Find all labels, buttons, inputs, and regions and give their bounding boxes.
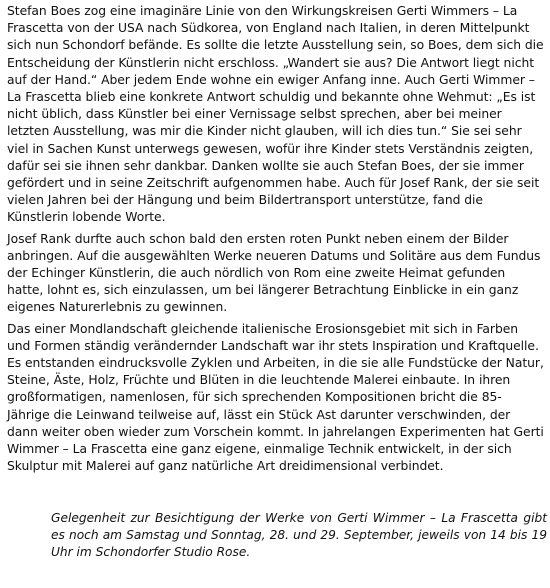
paragraph-1: Stefan Boes zog eine imaginäre Linie von den Wirkungskreisen Gerti Wimmers – La Frascetta von der USA nach Südkorea, von England nach Italien, in deren Mittelpunkt sich nun Schondorf befände. Es sollte die letzte Ausstellung sein, so Boes, dem sich die Entscheidung der Künstlerin nicht erschloss. „Wandert sie aus? Die Antwort liegt nicht auf der Hand.“ Aber jedem Ende wohne ein ewiger Anfang inne. Auch Gerti Wimmer – La Frascetta blieb eine konkrete Antwort schuldig und bekannte ohne Wehmut: „Es ist nicht üblich, dass Künstler bei einer Vernissage selbst sprechen, aber bei meiner letzten Ausstellung, was mir die Kinder nicht glauben, will ich dies tun.“ Sie sei sehr viel in Sachen Kunst unterwegs gewesen, wofür ihre Kinder stets Verständnis zeigten, dafür sei sie ihnen sehr dankbar. Danken wollte sie auch Stefan Boes, der sie immer gefördert und in seine Zeitschrift aufgenommen habe. Auch für Josef Rank, der sie seit vielen Jahren bei der Hängung und beim Bildertransport unterstütze, fand die Künstlerin lobende Worte.	[7, 4, 544, 225]
paragraph-3: Das einer Mondlandschaft gleichende italienische Erosionsgebiet mit sich in Farben und Formen ständig verändernder Landschaft war ihr stets Inspiration und Kraftquelle. Es entstanden eindrucksvolle Zyklen und Arbeiten, in die sie alle Fundstücke der Natur, Steine, Äste, Holz, Früchte und Blüten in die leuchtende Malerei einbaute. In ihren großformatigen, namenlosen, für sich sprechenden Kompositionen bricht die 85-Jährige die Leinwand teilweise auf, lässt ein Stück Ast darunter verschwinden, der dann weiter oben wieder zum Vorschein kommt. In jahrelangen Experimenten hat Gerti Wimmer – La Frascetta eine ganz eigene, einmalige Technik entwickelt, in der sich Skulptur mit Malerei auf ganz natürliche Art dreidimensional verbindet.	[7, 321, 544, 474]
article-body	[7, 3, 544, 479]
exhibition-note: Gelegenheit zur Besichtigung der Werke von Gerti Wimmer – La Frascetta gibt es noch am Samstag und Sonntag, 28. und 29. September, jeweils von 14 bis 19 Uhr im Schondorfer Studio Rose.	[51, 511, 547, 560]
paragraph-2: Josef Rank durfte auch schon bald den ersten roten Punkt neben einem der Bilder anbringen. Auf die ausgewählten Werke neueren Datums und Solitäre aus dem Fundus der Echinger Künstlerin, die auch nördlich von Rom eine zweite Heimat gefunden hatte, lohnt es, sich einzulassen, um bei längerer Betrachtung Einblicke in ein ganz eigenes Naturerlebnis zu gewinnen.	[7, 231, 541, 315]
